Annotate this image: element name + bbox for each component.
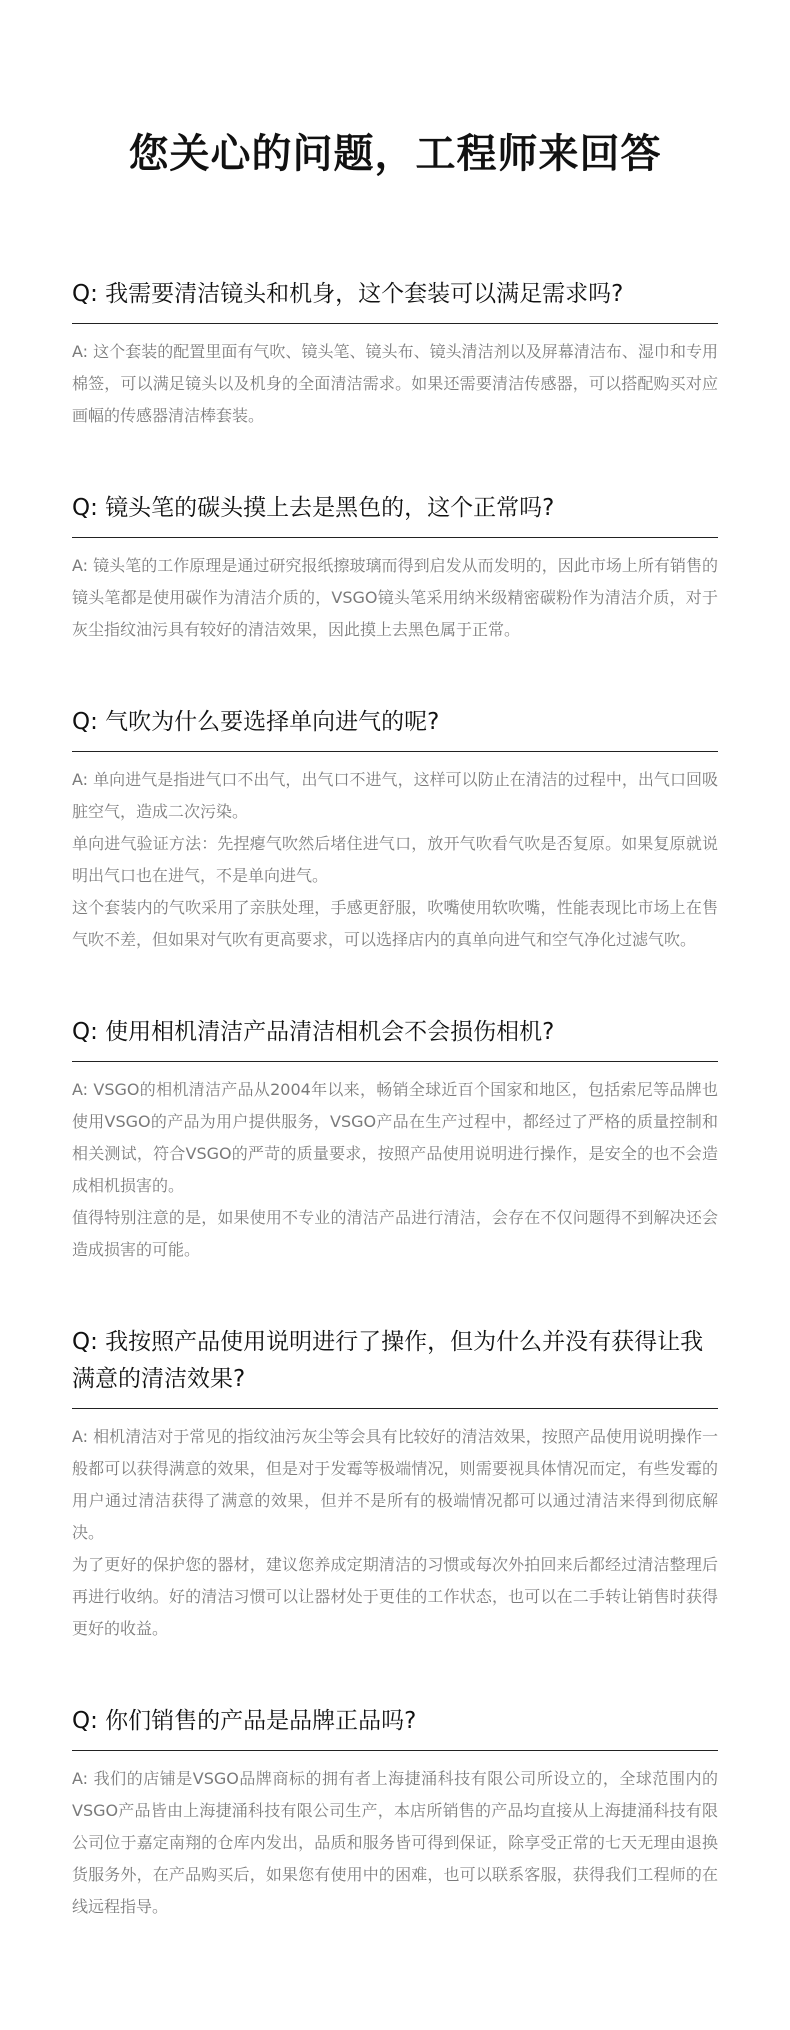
faq-question: Q: 镜头笔的碳头摸上去是黑色的，这个正常吗?: [72, 490, 718, 538]
answer-paragraph: A: 镜头笔的工作原理是通过研究报纸擦玻璃而得到启发从而发明的，因此市场上所有销售的镜头笔都是使用碳作为清洁介质的，VSGO镜头笔采用纳米级精密碳粉作为清洁介质，对于灰尘指纹油污具有较好的清洁效果，因此摸上去黑色属于正常。: [72, 556, 718, 639]
page-title: 您关心的问题，工程师来回答: [128, 131, 662, 177]
faq-item: [72, 1324, 718, 1645]
faq-question: Q: 你们销售的产品是品牌正品吗?: [72, 1703, 718, 1751]
faq-item: [72, 276, 718, 432]
answer-paragraph: A: 相机清洁对于常见的指纹油污灰尘等会具有比较好的清洁效果，按照产品使用说明操作一般都可以获得满意的效果，但是对于发霉等极端情况，则需要视具体情况而定，有些发霉的用户通过清洁获得了满意的效果，但并不是所有的极端情况都可以通过清洁来得到彻底解决。: [72, 1427, 718, 1542]
faq-answer: [72, 1421, 718, 1645]
faq-item: [72, 1014, 718, 1266]
faq-question: Q: 气吹为什么要选择单向进气的呢?: [72, 704, 718, 752]
faq-answer: [72, 1763, 718, 1923]
answer-paragraph: A: 单向进气是指进气口不出气，出气口不进气，这样可以防止在清洁的过程中，出气口回吸脏空气，造成二次污染。: [72, 770, 718, 821]
faq-answer: [72, 550, 718, 646]
faq-answer: [72, 1074, 718, 1266]
answer-paragraph: A: 我们的店铺是VSGO品牌商标的拥有者上海捷涌科技有限公司所设立的，全球范围内的VSGO产品皆由上海捷涌科技有限公司生产，本店所销售的产品均直接从上海捷涌科技有限公司位于嘉定南翔的仓库内发出，品质和服务皆可得到保证，除享受正常的七天无理由退换货服务外，在产品购买后，如果您有使用中的困难，也可以联系客服，获得我们工程师的在线远程指导。: [72, 1769, 718, 1916]
answer-paragraph: 为了更好的保护您的器材，建议您养成定期清洁的习惯或每次外拍回来后都经过清洁整理后再进行收纳。好的清洁习惯可以让器材处于更佳的工作状态，也可以在二手转让销售时获得更好的收益。: [72, 1555, 718, 1638]
faq-item: [72, 1703, 718, 1923]
faq-item: [72, 704, 718, 956]
answer-paragraph: 这个套装内的气吹采用了亲肤处理，手感更舒服，吹嘴使用软吹嘴，性能表现比市场上在售气吹不差，但如果对气吹有更高要求，可以选择店内的真单向进气和空气净化过滤气吹。: [72, 898, 718, 949]
faq-question: Q: 我需要清洁镜头和机身，这个套装可以满足需求吗?: [72, 276, 718, 324]
answer-paragraph: 单向进气验证方法：先捏瘪气吹然后堵住进气口，放开气吹看气吹是否复原。如果复原就说明出气口也在进气，不是单向进气。: [72, 834, 718, 885]
faq-list: [72, 276, 718, 1923]
faq-question: Q: 使用相机清洁产品清洁相机会不会损伤相机?: [72, 1014, 718, 1062]
answer-paragraph: A: VSGO的相机清洁产品从2004年以来，畅销全球近百个国家和地区，包括索尼等品牌也使用VSGO的产品为用户提供服务，VSGO产品在生产过程中，都经过了严格的质量控制和相关测试，符合VSGO的严苛的质量要求，按照产品使用说明进行操作，是安全的也不会造成相机损害的。: [72, 1080, 718, 1195]
faq-answer: [72, 764, 718, 956]
answer-paragraph: A: 这个套装的配置里面有气吹、镜头笔、镜头布、镜头清洁剂以及屏幕清洁布、湿巾和专用棉签，可以满足镜头以及机身的全面清洁需求。如果还需要清洁传感器，可以搭配购买对应画幅的传感器清洁棒套装。: [72, 342, 718, 425]
faq-item: [72, 490, 718, 646]
faq-question: Q: 我按照产品使用说明进行了操作，但为什么并没有获得让我满意的清洁效果?: [72, 1324, 718, 1409]
answer-paragraph: 值得特别注意的是，如果使用不专业的清洁产品进行清洁，会存在不仅问题得不到解决还会造成损害的可能。: [72, 1208, 718, 1259]
faq-answer: [72, 336, 718, 432]
